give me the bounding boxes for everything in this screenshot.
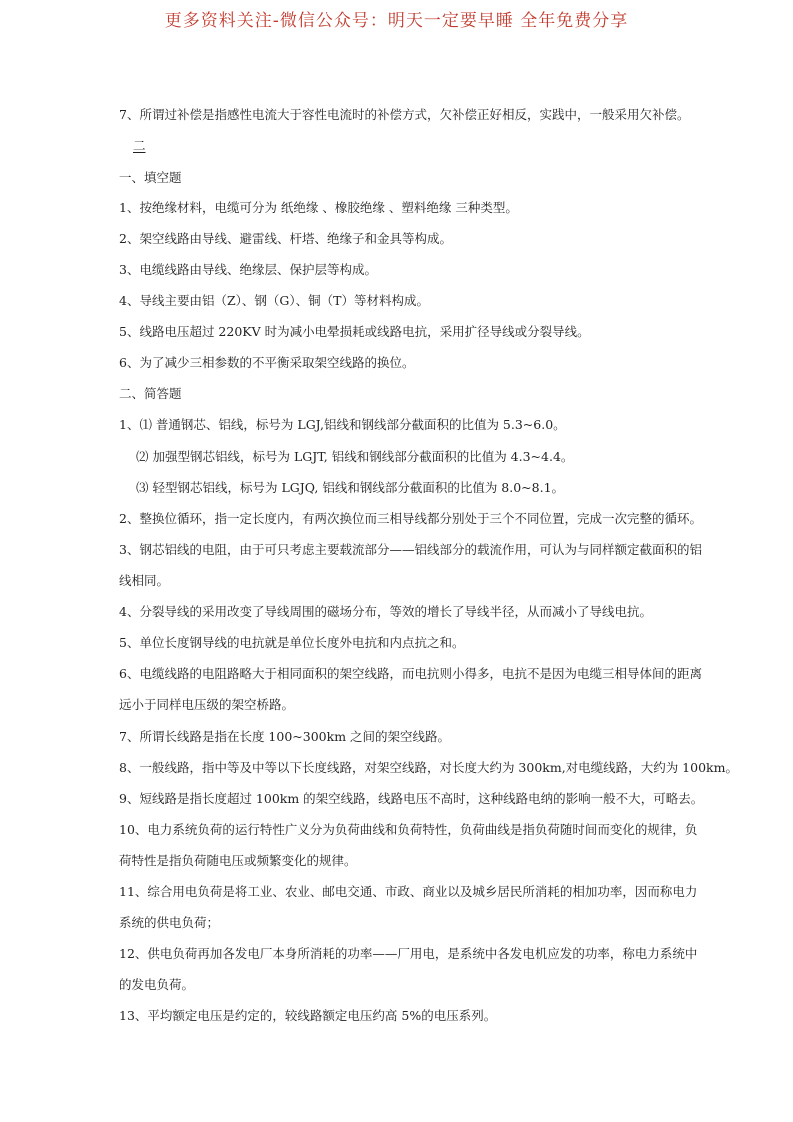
text-line: 3、电缆线路由导线、绝缘层、保护层等构成。 [119,262,377,277]
text-line: 4、导线主要由铝（Z）、钢（G）、铜（T）等材料构成。 [119,293,429,308]
text-line: 6、电缆线路的电阻路略大于相同面积的架空线路，而电抗则小得多，电抗不是因为电缆三相导体间的距离 [119,666,702,681]
text-line: 5、单位长度钢导线的电抗就是单位长度外电抗和内点抗之和。 [119,635,465,650]
text-line: 5、线路电压超过 220KV 时为减小电晕损耗或线路电抗，采用扩径导线或分裂导线。 [119,324,590,339]
text-line: 系统的供电负荷； [119,915,220,930]
text-line: ⑵ 加强型钢芯铝线，标号为 LGJT, 铝线和钢线部分截面积的比值为 4.3~4.4。 [136,449,574,464]
text-line: 8、一般线路，指中等及中等以下长度线路，对架空线路，对长度大约为 300km,对电缆线路，大约为 100km。 [119,760,738,775]
text-line: 12、供电负荷再加各发电厂本身所消耗的功率——厂用电，是系统中各发电机应发的功率，称电力系统中 [119,946,698,961]
text-line: 6、为了减少三相参数的不平衡采取架空线路的换位。 [119,355,415,370]
section-heading: 二、简答题 [119,386,182,401]
text-line: 4、分裂导线的采用改变了导线周围的磁场分布，等效的增长了导线半径，从而减小了导线电抗。 [119,604,652,619]
text-line: 的发电负荷。 [119,977,195,992]
text-line: 13、平均额定电压是约定的，较线路额定电压约高 5%的电压系列。 [119,1008,497,1023]
text-line: 11、综合用电负荷是将工业、农业、邮电交通、市政、商业以及城乡居民所消耗的相加功率，因而称电力 [119,884,698,899]
section-marker: 二 [133,138,146,153]
text-line: 10、电力系统负荷的运行特性广义分为负荷曲线和负荷特性，负荷曲线是指负荷随时间而变化的规律，负 [119,822,698,837]
text-line: 1、⑴ 普通钢芯、铝线，标号为 LGJ,铝线和钢线部分截面积的比值为 5.3~6.0。 [119,417,566,432]
text-line: 7、所谓长线路是指在长度 100~300km 之间的架空线路。 [119,729,451,744]
text-line: 7、所谓过补偿是指感性电流大于容性电流时的补偿方式，欠补偿正好相反，实践中，一般采用欠补偿。 [119,107,690,122]
text-line: 线相同。 [119,573,170,588]
text-line: 2、架空线路由导线、避雷线、杆塔、绝缘子和金具等构成。 [119,231,452,246]
text-line: 荷特性是指负荷随电压或频繁变化的规律。 [119,853,357,868]
text-line: 1、按绝缘材料，电缆可分为 纸绝缘 、橡胶绝缘 、塑料绝缘 三种类型。 [119,200,518,215]
text-line: 9、短线路是指长度超过 100km 的架空线路，线路电压不高时，这种线路电纳的影响一般不大，可略去。 [119,791,704,806]
section-heading: 一、填空题 [119,170,182,185]
text-line: 2、整换位循环，指一定长度内，有两次换位而三相导线都分别处于三个不同位置，完成一次完整的循环。 [119,511,702,526]
text-line: ⑶ 轻型钢芯铝线，标号为 LGJQ, 铝线和钢线部分截面积的比值为 8.0~8.1。 [136,480,565,495]
promo-banner: 更多资料关注-微信公众号：明天一定要早睡 全年免费分享 [164,11,629,31]
text-line: 3、钢芯铝线的电阻，由于可只考虑主要载流部分——铝线部分的载流作用，可认为与同样额定截面积的铝 [119,542,702,557]
text-line: 远小于同样电压级的架空桥路。 [119,697,295,712]
